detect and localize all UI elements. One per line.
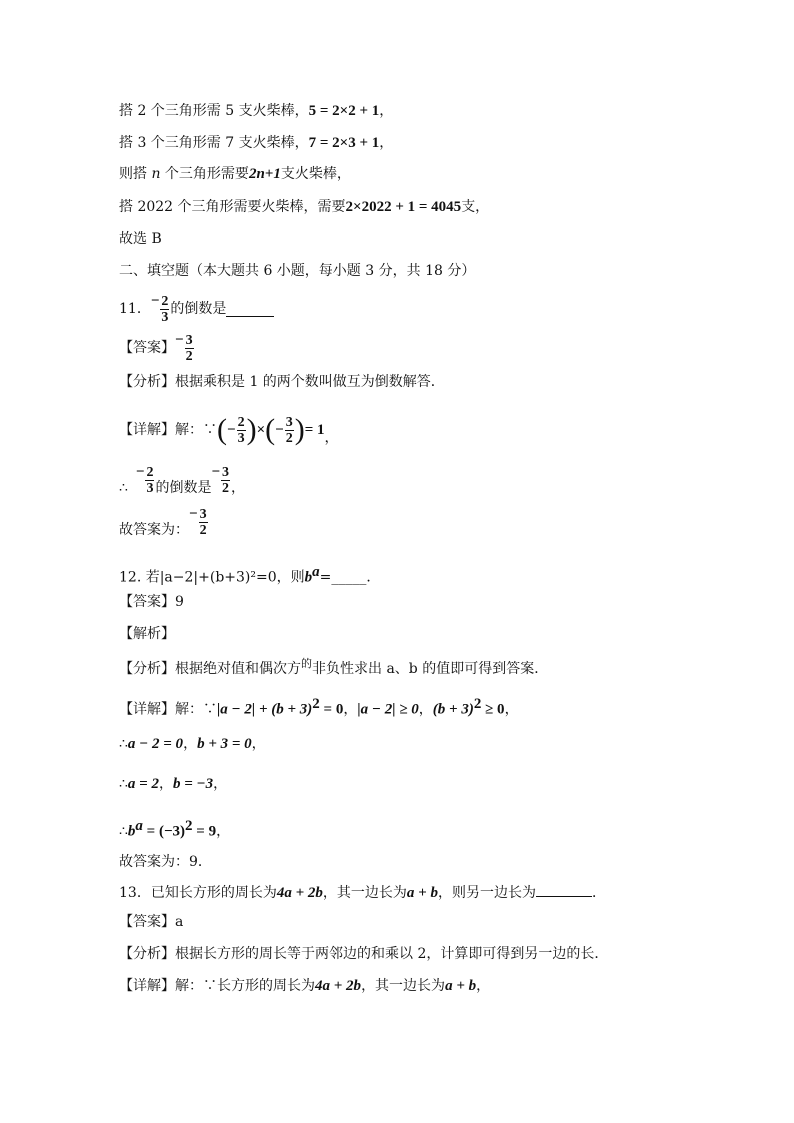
question-text: 的倒数是 xyxy=(170,301,227,317)
punctuation: ， xyxy=(418,701,433,718)
fraction: $\frac{2}{3}$ xyxy=(237,414,245,446)
line-text: 则搭 xyxy=(119,166,152,182)
detail-text: 解：∵ xyxy=(175,701,217,718)
math-expression: |a − 2| + (b + 3) xyxy=(217,701,313,718)
fraction: $\frac{3}{2}$ xyxy=(199,506,207,538)
punctuation: ， xyxy=(504,701,519,718)
punctuation: ， xyxy=(216,823,231,840)
answer-label: 【答案】 xyxy=(119,340,175,356)
line-text: 故选 B xyxy=(119,231,162,247)
analysis-text: 的 xyxy=(301,657,312,670)
question-number: 11． xyxy=(119,301,151,317)
paren: ) xyxy=(246,413,257,446)
paren: ( xyxy=(217,413,227,446)
punctuation: ， xyxy=(251,736,266,752)
math-expression: = 9 xyxy=(192,823,217,840)
minus-sign: − xyxy=(211,464,221,480)
fraction: $\frac{3}{2}$ xyxy=(222,464,230,496)
question-text: =_____． xyxy=(319,569,381,586)
question-11-stem xyxy=(119,291,274,327)
question-text: 12. 若|a−2|+(b+3)²=0，则 xyxy=(119,569,305,586)
question-12-analysis xyxy=(119,659,548,680)
line-text: 支， xyxy=(461,199,490,215)
question-11-analysis xyxy=(119,372,445,392)
answer-blank xyxy=(536,882,592,897)
fraction: $\frac{2}{3}$ xyxy=(146,464,154,496)
answer-text: 【答案】9 xyxy=(119,594,184,610)
detail-text: 解：∵ xyxy=(175,422,217,438)
question-12-stem xyxy=(119,562,380,588)
punctuation: ， xyxy=(231,480,246,496)
text-line-1 xyxy=(119,101,393,121)
math-expression: |a − 2| ≥ 0 xyxy=(357,701,419,718)
question-12-step-1 xyxy=(119,734,266,754)
minus-sign: − xyxy=(189,506,198,522)
analysis-label: 【分析】 xyxy=(119,946,175,962)
therefore-sign: ∴ xyxy=(119,480,128,496)
punctuation: ， xyxy=(379,103,394,119)
math-expression: a − 2 = 0 xyxy=(127,736,184,752)
math-expression: ≥ 0 xyxy=(481,701,505,718)
punctuation: ， xyxy=(213,776,228,792)
punctuation: ， xyxy=(158,776,173,792)
therefore-sign: ∴ xyxy=(119,736,128,752)
punctuation: ， xyxy=(183,736,198,752)
math-expression: b + 3 = 0 xyxy=(197,736,252,752)
question-11-therefore xyxy=(119,462,245,498)
superscript: 2 xyxy=(473,696,482,712)
question-13-stem xyxy=(119,882,606,903)
math-expression: (b + 3) xyxy=(432,701,474,718)
question-11-answer xyxy=(119,330,195,366)
superscript: 2 xyxy=(312,696,320,712)
question-11-final xyxy=(119,504,209,540)
question-13-answer xyxy=(119,912,183,932)
question-text: 13．已知长方形的周长为 xyxy=(119,885,277,901)
question-12-step-3 xyxy=(119,816,230,842)
math-expression: = 1 xyxy=(304,422,325,438)
text-line-2 xyxy=(119,133,393,153)
minus-sign: − xyxy=(135,464,145,480)
line-text: 搭 2022 个三角形需要火柴棒，需要 xyxy=(119,199,346,215)
math-expression: b xyxy=(127,823,136,840)
detail-label: 【详解】 xyxy=(119,422,175,438)
punctuation: ， xyxy=(379,135,394,151)
minus-sign: − xyxy=(150,293,160,309)
question-12-jiexi xyxy=(119,624,175,644)
detail-label: 【详解】 xyxy=(119,701,175,718)
paren: ( xyxy=(265,413,276,446)
detail-text: ，其一边长为 xyxy=(361,978,446,994)
line-text: 搭 3 个三角形需 7 支火柴棒， xyxy=(119,135,309,151)
section-title: 二、填空题（本大题共 6 小题，每小题 3 分，共 18 分） xyxy=(119,263,476,279)
superscript: 2 xyxy=(185,818,193,834)
analysis-text: 根据绝对值和偶次方 xyxy=(175,661,301,677)
question-text: ，其一边长为 xyxy=(322,885,407,901)
question-13-detail xyxy=(119,976,490,996)
question-12-step-2 xyxy=(119,774,227,794)
punctuation: ． xyxy=(591,885,606,901)
fraction: $\frac{2}{3}$ xyxy=(161,293,169,325)
question-12-detail xyxy=(119,694,519,720)
text-line-5 xyxy=(119,229,162,249)
analysis-label: 【分析】 xyxy=(119,374,175,390)
math-expression: b = −3 xyxy=(172,776,214,792)
paren: ) xyxy=(294,413,305,446)
math-expression: a + b xyxy=(445,978,477,994)
text-line-3 xyxy=(119,164,351,184)
final-label: 故答案为： xyxy=(119,522,189,538)
superscript: a xyxy=(135,818,143,834)
math-expression: a = 2 xyxy=(127,776,159,792)
question-12-final xyxy=(119,852,212,872)
section-heading xyxy=(119,261,475,281)
final-text: 故答案为：9． xyxy=(119,854,212,870)
punctuation: ， xyxy=(324,430,339,446)
question-text: ，则另一边长为 xyxy=(437,885,536,901)
analysis-text: 根据长方形的周长等于两邻边的和乘以 2，计算即可得到另一边的长． xyxy=(175,946,609,962)
analysis-text: 非负性求出 a、b 的值即可得到答案． xyxy=(312,661,549,677)
line-text: 支火柴棒， xyxy=(280,166,351,182)
math-expression: 4a + 2b xyxy=(276,885,323,901)
math-expression: 2n+1 xyxy=(248,166,281,182)
jiexi-label: 【解析】 xyxy=(119,626,175,642)
minus-sign: − xyxy=(175,332,184,348)
math-expression: b xyxy=(304,569,313,586)
text-line-4 xyxy=(119,197,489,217)
math-expression: a + b xyxy=(406,885,438,901)
detail-label: 【详解】 xyxy=(119,978,175,994)
minus-sign: − xyxy=(227,422,236,438)
minus-sign: − xyxy=(275,422,284,438)
fraction: $\frac{3}{2}$ xyxy=(185,332,193,364)
analysis-label: 【分析】 xyxy=(119,661,175,677)
math-expression: 7 = 2×3 + 1 xyxy=(308,135,380,151)
math-expression: 2×2022 + 1 = 4045 xyxy=(345,199,462,215)
detail-text: 解：∵长方形的周长为 xyxy=(175,978,315,994)
math-expression: = (−3) xyxy=(142,823,186,840)
answer-text: 【答案】a xyxy=(119,914,184,930)
line-text: 个三角形需要 xyxy=(160,166,249,182)
detail-text: 的倒数是 xyxy=(155,480,212,496)
question-11-detail xyxy=(119,408,339,452)
question-12-answer xyxy=(119,592,184,612)
punctuation: ， xyxy=(476,978,491,994)
therefore-sign: ∴ xyxy=(119,823,128,840)
line-text: 搭 2 个三角形需 5 支火柴棒， xyxy=(119,103,309,119)
variable: n xyxy=(151,166,161,182)
fraction: $\frac{3}{2}$ xyxy=(285,414,293,446)
math-expression: = 0 xyxy=(319,701,344,718)
math-expression: 4a + 2b xyxy=(315,978,362,994)
times-sign: × xyxy=(256,422,266,438)
math-expression: 5 = 2×2 + 1 xyxy=(308,103,380,119)
superscript: a xyxy=(312,564,320,580)
answer-blank xyxy=(226,302,274,317)
question-13-analysis xyxy=(119,944,608,964)
punctuation: ， xyxy=(343,701,358,718)
analysis-text: 根据乘积是 1 的两个数叫做互为倒数解答． xyxy=(175,374,445,390)
therefore-sign: ∴ xyxy=(119,776,128,792)
